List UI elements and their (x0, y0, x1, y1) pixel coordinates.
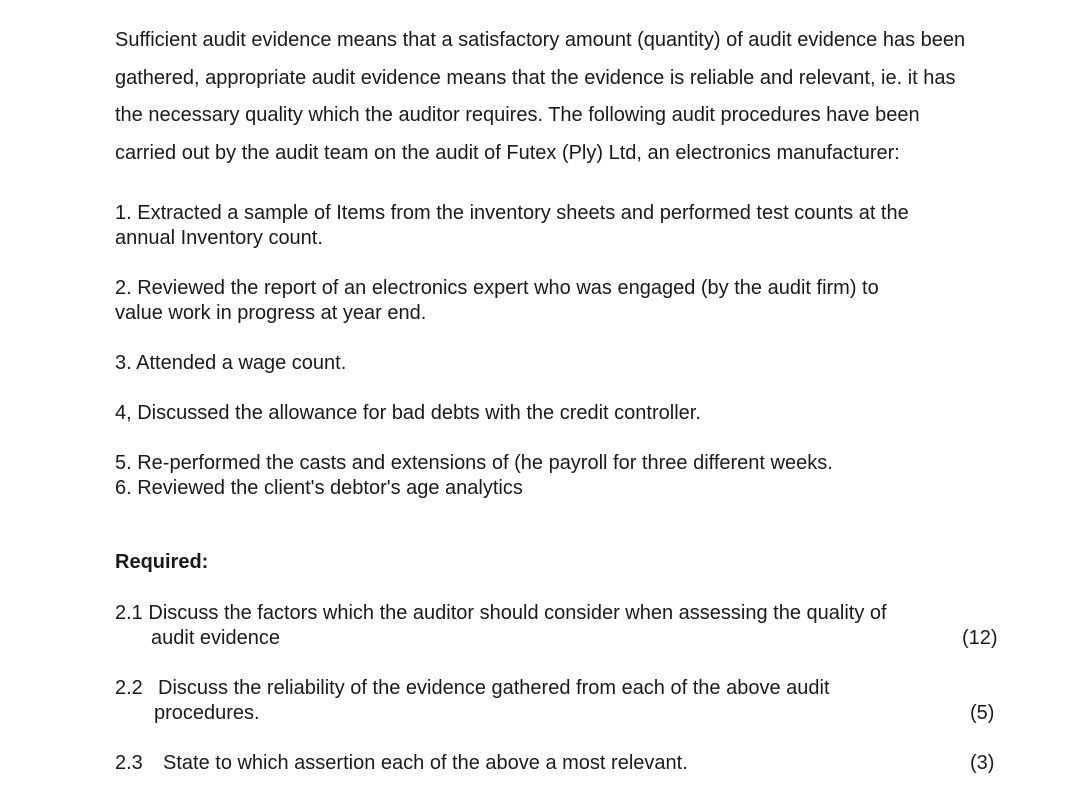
intro-line: carried out by the audit team on the audit of Futex (Ply) Ltd, an electronics manufacturer: (115, 141, 900, 164)
procedure-item-3 (115, 351, 1055, 376)
question-number: 2.2 (115, 677, 143, 699)
procedure-item-4 (115, 401, 1055, 426)
question-marks: (12) (962, 627, 998, 649)
question-text: State to which assertion each of the above a most relevant. (163, 752, 688, 774)
question-text: Discuss the reliability of the evidence gathered from each of the above audit (158, 677, 830, 699)
question-text-continued: audit evidence (151, 627, 280, 649)
procedure-line: 5. Re-performed the casts and extensions of (he payroll for three different weeks. (115, 452, 833, 474)
procedure-item-5-6 (115, 451, 1055, 501)
question-number: 2.1 (115, 602, 143, 624)
procedure-line: 6. Reviewed the client's debtor's age analytics (115, 477, 523, 499)
question-2-3 (115, 751, 1015, 776)
procedure-line: 3. Attended a wage count. (115, 352, 347, 374)
procedure-item-2 (115, 276, 1055, 326)
intro-line: gathered, appropriate audit evidence means that the evidence is reliable and relevant, ie. it has (115, 66, 956, 89)
question-text: Discuss the factors which the auditor should consider when assessing the quality of (148, 602, 887, 624)
procedure-line: 4, Discussed the allowance for bad debts with the credit controller. (115, 402, 701, 424)
intro-line: the necessary quality which the auditor requires. The following audit procedures have been (115, 104, 920, 126)
procedure-line: annual Inventory count. (115, 227, 323, 249)
required-heading: Required: (115, 551, 209, 573)
intro-paragraph (115, 22, 1055, 172)
question-marks: (3) (970, 752, 995, 774)
question-marks: (5) (970, 702, 995, 724)
question-2-2 (115, 676, 1015, 726)
intro-line: Sufficient audit evidence means that a satisfactory amount (quantity) of audit evidence has been (115, 29, 966, 51)
question-2-1 (115, 601, 1015, 651)
procedure-item-1 (115, 201, 1055, 251)
procedure-line: 2. Reviewed the report of an electronics expert who was engaged (by the audit firm) to (115, 277, 879, 299)
procedure-line: value work in progress at year end. (115, 302, 427, 324)
procedure-line: 1. Extracted a sample of Items from the inventory sheets and performed test counts at the (115, 202, 909, 224)
question-text-continued: procedures. (154, 702, 260, 724)
question-number: 2.3 (115, 752, 143, 774)
